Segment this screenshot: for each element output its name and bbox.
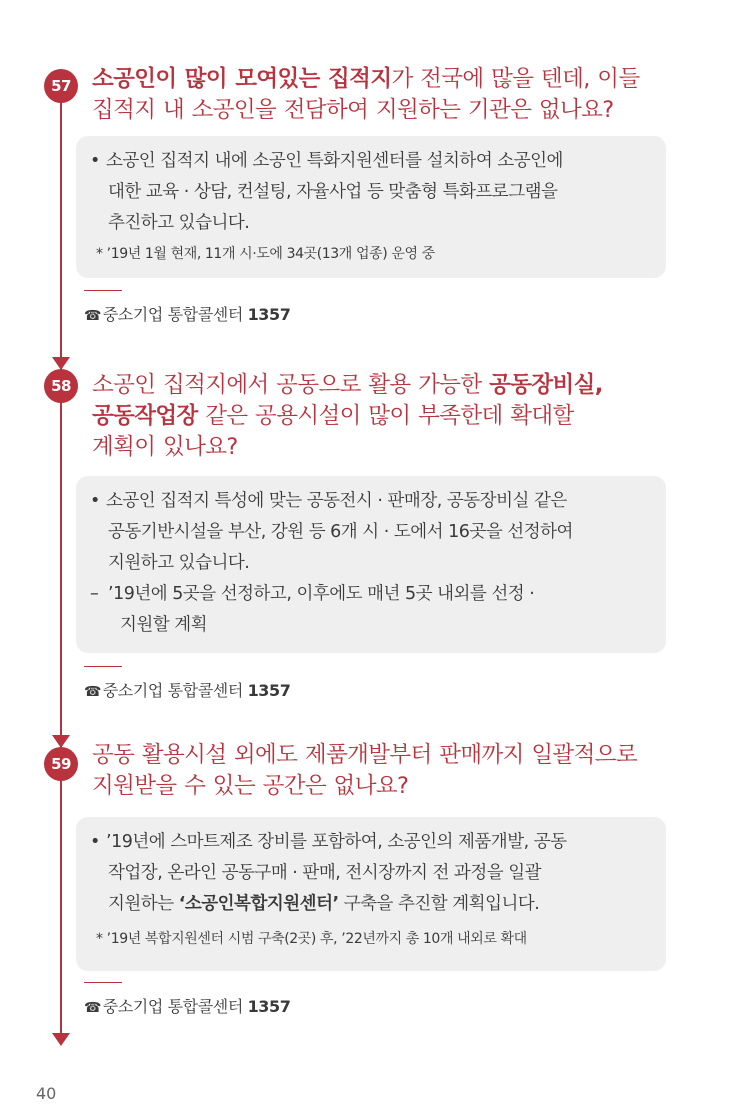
question-58: 소공인 집적지에서 공동으로 활용 가능한 공동장비실, 공동작업장 같은 공용시설이 많이 부족한데 확대할 계획이 있나요? [92, 372, 603, 460]
question-number-badge: 58 [44, 369, 78, 403]
timeline-line [60, 95, 62, 1035]
phone-icon: ☎ [84, 308, 102, 324]
answer-box-57 [76, 136, 666, 278]
phone-icon: ☎ [84, 684, 102, 700]
highlight-center-name: ‘소공인복합지원센터’ [178, 894, 339, 914]
question-number-badge: 57 [44, 69, 78, 103]
answer-box-59 [76, 817, 666, 971]
question-highlight: 소공인이 많이 모여있는 집적지 [92, 66, 392, 92]
question-highlight: 공동작업장 [92, 403, 198, 429]
question-57: 소공인이 많이 모여있는 집적지가 전국에 많을 텐데, 이들 집적지 내 소공인을 전담하여 지원하는 기관은 없나요? [92, 66, 640, 123]
question-number-badge: 59 [44, 747, 78, 781]
answer-bullet: • ’19년에 스마트제조 장비를 포함하여, 소공인의 제품개발, 공동 작업장, 온라인 공동구매 · 판매, 전시장까지 전 과정을 일괄 지원하는 ‘소공인복합지원센터’ 구축을 추진할 계획입니다. [90, 832, 567, 914]
answer-bullet: • 소공인 집적지 특성에 맞는 공동전시 · 판매장, 공동장비실 같은 공동기반시설을 부산, 강원 등 6개 시 · 도에서 16곳을 선정하여 지원하고 있습니다. [90, 491, 573, 573]
contact-line: ☎ 중소기업 통합콜센터 1357 [84, 678, 291, 701]
contact-line: ☎ 중소기업 통합콜센터 1357 [84, 994, 291, 1017]
question-highlight: 공동장비실, [489, 372, 603, 398]
contact-line: ☎ 중소기업 통합콜센터 1357 [84, 302, 291, 325]
answer-bullet: • 소공인 집적지 내에 소공인 특화지원센터를 설치하여 소공인에 대한 교육 · 상담, 컨설팅, 자율사업 등 맞춤형 특화프로그램을 추진하고 있습니다. [90, 151, 563, 233]
page-number: 40 [36, 1084, 57, 1103]
phone-icon: ☎ [84, 1000, 102, 1016]
answer-footnote: * ’19년 복합지원센터 시범 구축(2곳) 후, ’22년까지 총 10개 내외로 확대 [96, 931, 527, 947]
answer-footnote: * ’19년 1월 현재, 11개 시·도에 34곳(13개 업종) 운영 중 [96, 246, 435, 262]
answer-box-58 [76, 476, 666, 653]
question-59: 공동 활용시설 외에도 제품개발부터 판매까지 일괄적으로 지원받을 수 있는 공간은 없나요? [92, 742, 638, 799]
timeline-arrow [52, 1033, 70, 1046]
answer-subitem: – ’19년에 5곳을 선정하고, 이후에도 매년 5곳 내외를 선정 · 지원할 계획 [90, 584, 535, 635]
